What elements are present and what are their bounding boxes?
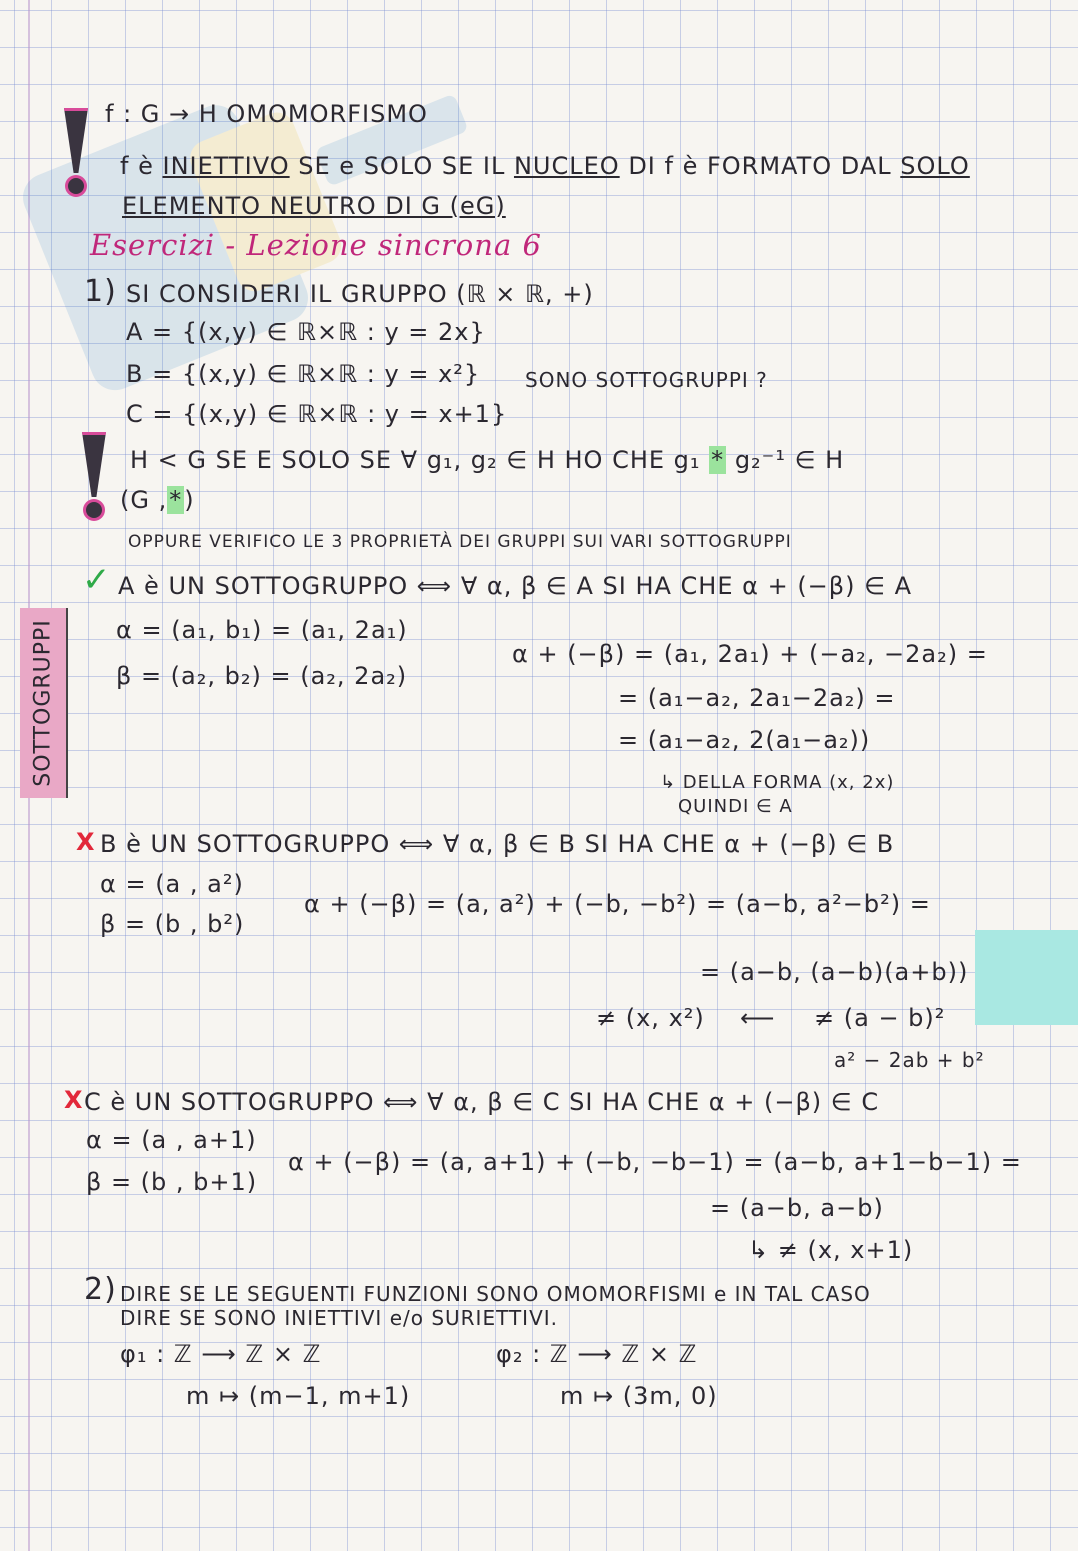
arrow-icon: ⟵ <box>740 1004 776 1032</box>
sum-b-line-1: α + (−β) = (a, a²) + (−b, −b²) = (a−b, a²−b²) = <box>304 890 931 918</box>
note-a-line-2: QUINDI ∈ A <box>678 796 793 817</box>
claim-a: A è UN SOTTOGRUPPO ⟺ ∀ α, β ∈ A SI HA CHE α + (−β) ∈ A <box>118 572 913 600</box>
side-tab-label: SOTTOGRUPPI <box>30 619 56 787</box>
cross-icon: X <box>64 1086 83 1114</box>
set-c: C = {(x,y) ∈ ℝ×ℝ : y = x+1} <box>126 400 508 428</box>
exercise-2-number: 2) <box>84 1272 117 1307</box>
sticky-tab <box>975 930 1078 1025</box>
neq-b-line-2: ≠ (a − b)² <box>814 1004 946 1032</box>
neq-b-line-1: ≠ (x, x²) <box>596 1004 705 1032</box>
alternative-text: OPPURE VERIFICO LE 3 PROPRIETÀ DEI GRUPPI SUI VARI SOTTOGRUPPI <box>128 532 792 552</box>
beta-c: β = (b , b+1) <box>86 1168 258 1196</box>
phi1-definition: φ₁ : ℤ ⟶ ℤ × ℤ <box>120 1340 322 1368</box>
alpha-a: α = (a₁, b₁) = (a₁, 2a₁) <box>116 616 408 644</box>
subgroup-criterion: H < G SE E SOLO SE ∀ g₁, g₂ ∈ H HO CHE g₁ * g₂⁻¹ ∈ H <box>130 446 845 474</box>
neq-c: ↳ ≠ (x, x+1) <box>748 1236 914 1264</box>
sum-c-line-2: = (a−b, a−b) <box>710 1194 884 1222</box>
alpha-c: α = (a , a+1) <box>86 1126 257 1154</box>
exercise-2-text-1: DIRE SE LE SEGUENTI FUNZIONI SONO OMOMORFISMI e IN TAL CASO <box>120 1282 871 1306</box>
question-text: SONO SOTTOGRUPPI ? <box>525 368 768 392</box>
side-tab <box>20 608 68 798</box>
beta-a: β = (a₂, b₂) = (a₂, 2a₂) <box>116 662 408 690</box>
sum-c-line-1: α + (−β) = (a, a+1) + (−b, −b−1) = (a−b, a+1−b−1) = <box>288 1148 1022 1176</box>
header-line-3: ELEMENTO NEUTRO DI G (eG) <box>122 192 506 220</box>
claim-b: B è UN SOTTOGRUPPO ⟺ ∀ α, β ∈ B SI HA CHE α + (−β) ∈ B <box>100 830 895 858</box>
exercise-1-number: 1) <box>84 274 117 309</box>
sum-a-line-2: = (a₁−a₂, 2a₁−2a₂) = <box>618 684 896 712</box>
section-title: Esercizi - Lezione sincrona 6 <box>90 228 542 262</box>
set-b: B = {(x,y) ∈ ℝ×ℝ : y = x²} <box>126 360 481 388</box>
exercise-2-text-2: DIRE SE SONO INIETTIVI e/o SURIETTIVI. <box>120 1306 559 1330</box>
exclamation-icon <box>80 432 108 524</box>
cross-icon: X <box>76 828 95 856</box>
phi2-definition: φ₂ : ℤ ⟶ ℤ × ℤ <box>496 1340 698 1368</box>
set-a: A = {(x,y) ∈ ℝ×ℝ : y = 2x} <box>126 318 486 346</box>
phi1-map: m ↦ (m−1, m+1) <box>186 1382 411 1410</box>
beta-b: β = (b , b²) <box>100 910 245 938</box>
check-icon: ✓ <box>82 560 111 600</box>
exclamation-icon <box>62 108 90 200</box>
note-a-line-1: ↳ DELLA FORMA (x, 2x) <box>660 772 895 793</box>
claim-c: C è UN SOTTOGRUPPO ⟺ ∀ α, β ∈ C SI HA CHE α + (−β) ∈ C <box>84 1088 880 1116</box>
sum-a-line-3: = (a₁−a₂, 2(a₁−a₂)) <box>618 726 871 754</box>
header-line-1: f : G → H OMOMORFISMO <box>105 100 428 128</box>
phi2-map: m ↦ (3m, 0) <box>560 1382 718 1410</box>
sum-b-line-2: = (a−b, (a−b)(a+b)) <box>700 958 969 986</box>
expansion-b: a² − 2ab + b² <box>834 1048 985 1072</box>
alpha-b: α = (a , a²) <box>100 870 244 898</box>
sum-a-line-1: α + (−β) = (a₁, 2a₁) + (−a₂, −2a₂) = <box>512 640 988 668</box>
header-line-2: f è INIETTIVO SE e SOLO SE IL NUCLEO DI f è FORMATO DAL SOLO <box>120 152 970 180</box>
exercise-1-intro: SI CONSIDERI IL GRUPPO (ℝ × ℝ, +) <box>126 280 594 308</box>
group-notation: (G ,*) <box>120 486 195 514</box>
